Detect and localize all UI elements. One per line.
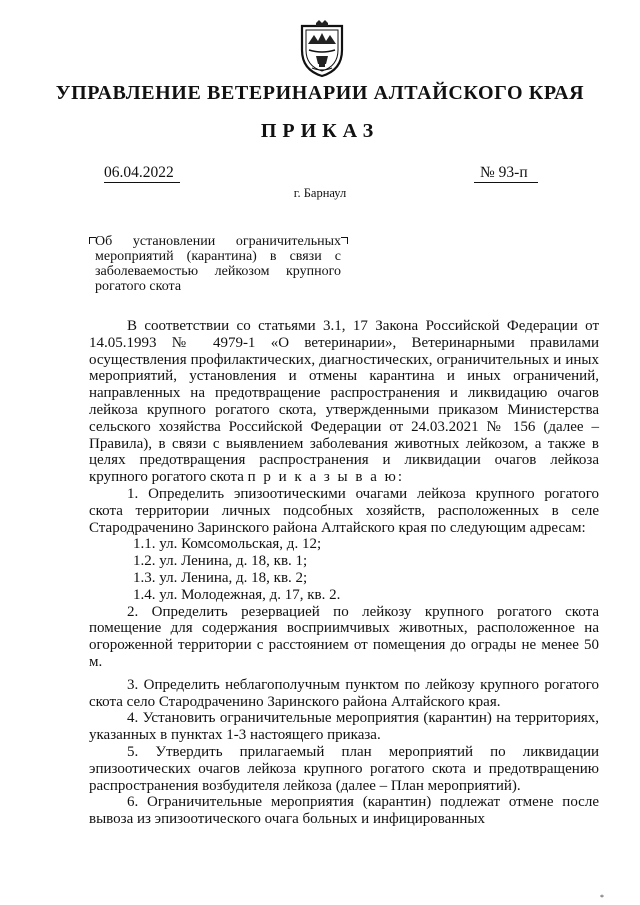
order-item-6: 6. Ограничительные мероприятия (карантин) подлежат отмене после вывоза из эпизоотического очага больных и инфицированных: [89, 794, 599, 828]
order-item-2: 2. Определить резервацией по лейкозу крупного рогатого скота помещение для содержания восприимчивых животных, расположенное на огороженной территории с расстоянием от помещения до ограды не менее 50 м.: [89, 603, 599, 670]
document-city: г. Барнаул: [293, 186, 347, 200]
subject-bracket-right: [341, 237, 348, 244]
page-mark: *: [600, 893, 604, 902]
organization-title: УПРАВЛЕНИЕ ВЕТЕРИНАРИИ АЛТАЙСКОГО КРАЯ: [55, 82, 585, 104]
address-item: 1.3. ул. Ленина, д. 18, кв. 2;: [133, 569, 308, 586]
preamble-paragraph: [89, 318, 599, 486]
document-type: ПРИКАЗ: [260, 120, 380, 142]
address-item: 1.4. ул. Молодежная, д. 17, кв. 2.: [133, 586, 341, 603]
preamble-text: В соответствии со статьями 3.1, 17 Закона Российской Федерации от 14.05.1993 № 4979-1 «О ветеринарии», Ветеринарными правилами осуществления профилактических, диагностических, ограничительных и иных мероприятий, установления и отмены карантина и иных ограничений, направленных на предотвращение распространения и ликвидацию очагов лейкоза крупного рогатого скота, утвержденными приказом Министерства сельского хозяйства Российской Федерации от 24.03.2021 № 156 (далее – Правила), в связи с выявлением заболевания животных лейкозом, а также в целях предотвращения распространения и ликвидации очагов лейкоза крупного рогатого скота: [89, 318, 599, 486]
order-item-4: 4. Установить ограничительные мероприятия (карантин) на территориях, указанных в пунктах 1-3 настоящего приказа.: [89, 710, 599, 744]
document-number: № 93-п: [474, 164, 538, 183]
document-date: 06.04.2022: [104, 164, 180, 183]
altai-krai-coat-of-arms-icon: [298, 20, 346, 78]
order-item-1: 1. Определить эпизоотическими очагами лейкоза крупного рогатого скота территории личных подсобных хозяйств, расположенных в селе Стародраченино Заринского района Алтайского края по следующим адресам:: [89, 485, 599, 536]
address-item: 1.2. ул. Ленина, д. 18, кв. 1;: [133, 553, 308, 570]
document-body: [89, 318, 599, 828]
order-item-5: 5. Утвердить прилагаемый план мероприятий по ликвидации эпизоотических очагов лейкоза крупного рогатого скота и предотвращению распространения возбудителя лейкоза (далее – План мероприятий).: [89, 743, 599, 794]
address-item: 1.1. ул. Комсомольская, д. 12;: [133, 536, 322, 553]
order-item-3: 3. Определить неблагополучным пунктом по лейкозу крупного рогатого скота село Стародраченино Заринского района Алтайского края.: [89, 676, 599, 710]
document-subject: Об установлении ограничительных мероприятий (карантина) в связи с заболеваемостью лейкозом крупного рогатого скота: [95, 234, 341, 294]
order-word: п р и к а з ы в а ю:: [247, 469, 404, 486]
